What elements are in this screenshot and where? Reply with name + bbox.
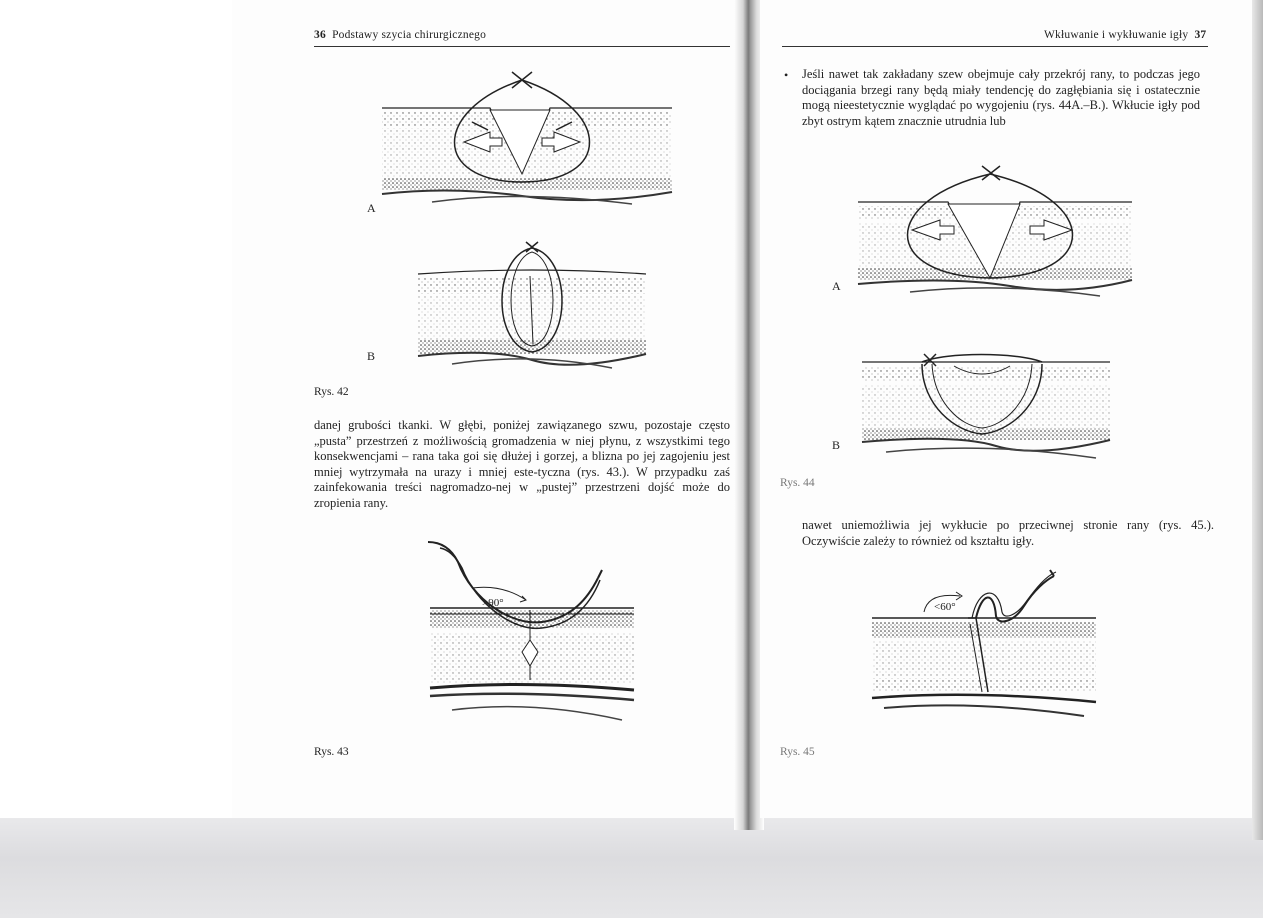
scanner-bed-shadow [0,818,1263,918]
figure-42-caption: Rys. 42 [314,386,349,398]
right-page-number: 37 [1194,29,1207,41]
figure-44-caption: Rys. 44 [780,477,815,489]
right-page-running-title: Wkłuwanie i wykłuwanie igły [1044,29,1189,41]
bullet-marker: • [784,68,789,82]
right-bullet-paragraph [802,67,1200,129]
left-page-header [314,29,486,41]
figure-45-angle-label: <60° [934,601,956,613]
figure-42b-illustration [412,236,652,386]
left-page-number: 36 [314,29,326,41]
figure-43-illustration [422,540,642,740]
right-body-paragraph [802,518,1214,549]
left-page-running-title: Podstawy szycia chirurgicznego [332,29,487,41]
figure-43-caption: Rys. 43 [314,746,349,758]
figure-42a-label: A [367,201,376,215]
right-paragraph-text: nawet uniemożliwia jej wykłucie po przeciwnej stronie rany (rys. 45.). Oczywiście zależy to również od kształtu igły. [802,518,1214,548]
right-page-header [1044,29,1206,41]
figure-43-angle-label: >90° [482,597,504,609]
left-body-paragraph [314,418,730,512]
right-bullet-text: Jeśli nawet tak zakładany szew obejmuje cały przekrój rany, to podczas jego dociągania brzegi rany będą miały tendencję do zagłębiania się i ostatecznie mogą nieestetycznie wyglądać po wygojeniu (rys. 44A.–B.). Wkłucie igły pod zbyt ostrym kątem znacznie utrudnia lub [802,67,1200,128]
page-edge-shadow [1252,0,1263,840]
figure-44b-label: B [832,438,841,452]
figure-45-illustration [864,566,1104,736]
figure-42b-label: B [367,349,376,363]
figure-44b-illustration [856,346,1116,476]
left-paragraph-text: danej grubości tkanki. W głębi, poniżej zawiązanego szwu, pozostaje często „pusta” przestrzeń z możliwością gromadzenia w niej płynu, z wszystkimi tego konsekwencjami – rana taka goi się dłużej i gorzej, a blizna po jej zagojeniu jest mniej wytrzymała na urazy i mniej este-tyczna (rys. 43.). W przypadku zaś zainfekowania treści nagromadzo-nej w „pustej” przestrzeni dojść może do zropienia rany. [314,418,730,510]
figure-44a-label: A [832,279,841,293]
right-header-rule [782,46,1208,47]
figure-42a-illustration [372,70,692,230]
left-header-rule [314,46,730,47]
figure-45-caption: Rys. 45 [780,746,815,758]
right-page [760,0,1252,818]
left-page [232,0,737,818]
figure-44a-illustration [850,160,1140,310]
